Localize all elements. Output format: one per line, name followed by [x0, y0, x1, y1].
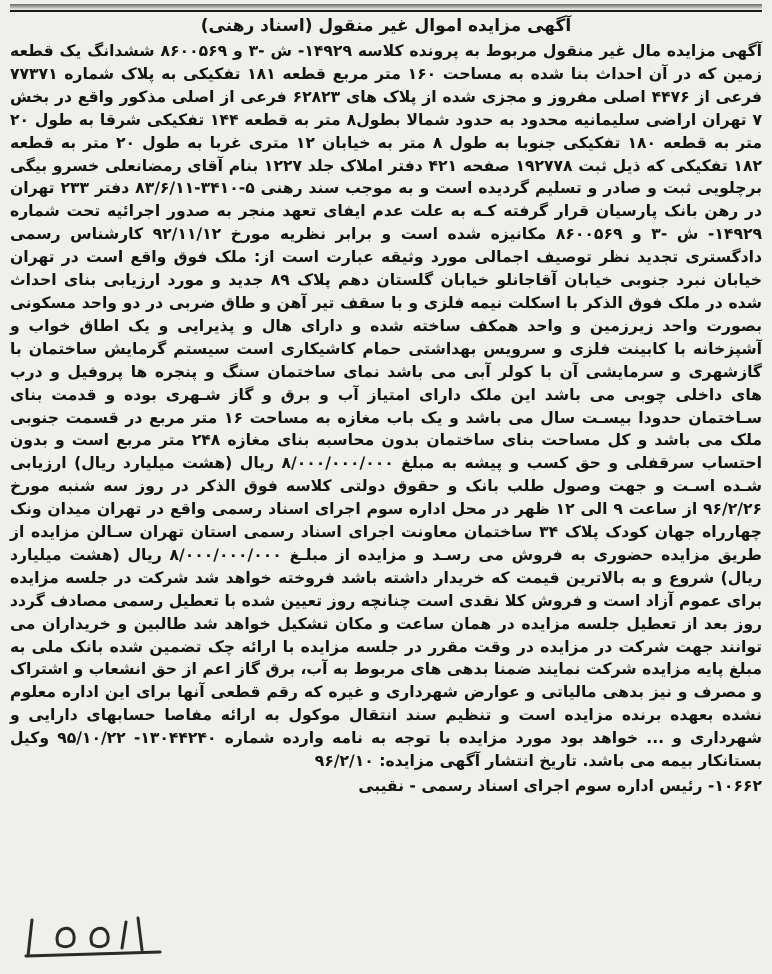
cropped-top-border [10, 4, 762, 12]
notice-body: آگهی مزایده مال غیر منقول مربوط به پرونده کلاسه ۱۴۹۲۹- ش -۳ و ۸۶۰۰۵۶۹ ششدانگ یک قطعه زمین که در آن احداث بنا شده به مساحت ۱۶۰ متر مربع قطعه ۱۸۱ تفکیکی به پلاک شماره ۷۷۳۷۱ فرعی از ۴۴۷۶ اصلی مفروز و مجزی شده از پلاک های ۶۲۸۲۳ فرعی از اصلی مذکور واقع در بخش ۷ تهران اراضی سلیمانیه محدود به حدود شمالا بطول۸ متر به قطعه ۱۴۴ تفکیکی شرقا به طول ۲۰ متر به قطعه ۱۸۰ تفکیکی جنوبا به طول ۸ متر به خیابان ۱۲ متری غربا به طول ۲۰ متر به قطعه ۱۸۲ تفکیکی که ذیل ثبت ۱۹۲۷۷۸ صفحه ۴۲۱ دفتر املاک جلد ۱۲۲۷ بنام آقای رمضانعلی خسرو بیگی برچلویی ثبت و صادر و تسلیم گردیده است و به موجب سند رهنی ۵-۳۴۱۰-۸۳/۶/۱۱ دفتر ۲۳۳ تهران در رهن بانک پارسیان قرار گرفته کـه به علت عدم ایفای تعهد منجر به صدور اجرائیه تحت شماره ۱۴۹۲۹- ش -۳ و ۸۶۰۰۵۶۹ مکانیزه شده است و برابر نظریه مورخ ۹۲/۱۱/۱۲ کارشناس رسمی دادگستری تجدید نظر توصیف اجمالی مورد وثیقه عبارت است از: ملک فوق واقع است در تهران خیابان نبرد جنوبی خیابان آقاجانلو خیابان گلستان دهم پلاک ۸۹ جدید و مورد ارزیابی بنای احداث شده در ملک فوق الذکر با اسکلت نیمه فلزی و با سقف تیر آهن و طاق ضربی در دو واحد مسکونی بصورت واحد زیرزمین و واحد همکف ساخته شده و دارای هال و پذیرایی و یک اطاق خواب و آشپزخانه با کابینت فلزی و سرویس بهداشتی حمام کاشیکاری است سیستم گرمایش ساختمان با گازشهری و سرمایشی آن با کولر آبی می باشد نمای ساختمان سنگ و پنجره ها پروفیل و درب های داخلی چوبی می باشد این ملک دارای امتیاز آب و برق و گاز شـهری بوده و قدمت بنای سـاختمان حدودا بیسـت سال می باشد و یک باب مغازه به مساحت ۱۶ متر مربع در قسمت جنوبی ملک می باشد و کل مساحت بنای ساختمان بدون محاسبه بنای مغازه ۲۴۸ متر مربع است و بدون احتساب سرقفلی و حق کسب و پیشه به مبلغ ۸/۰۰۰/۰۰۰/۰۰۰ ریال (هشت میلیارد ریال) ارزیابی شـده اسـت و جهت وصول طلب بانک و حقوق دولتی کلاسه فوق الذکر در روز سه شنبه مورخ ۹۶/۲/۲۶ از ساعت ۹ الی ۱۲ ظهر در محل اداره سوم اجرای اسناد رسمی واقع در تهران میدان ونک چهارراه جهان کودک پلاک ۳۴ ساختمان معاونت اجرای اسناد رسمی استان تهران سـالن مزایده از طریق مزایده حضوری به فروش می رسـد و مزایده از مبلـغ ۸/۰۰۰/۰۰۰/۰۰۰ ریال (هشت میلیارد ریال) شروع و به بالاترین قیمت که خریدار داشته باشد فروخته خواهد شد شرکت در جلسه مزایده برای عموم آزاد است و فروش کلا نقدی است چنانچه روز تعیین شده با تعطیل رسمی مصادف گردد روز بعد از تعطیل جلسه مزایده در همان ساعت و مکان تشکیل خواهد شد طالبین و خریداران می توانند جهت شرکت در مزایده در وقت مقرر در جلسه مزایده با ارائه چک تضمین شده بانک ملی به مبلغ پایه مزایده شرکت نمایند ضمنا بدهی های مربوط به آب، برق گاز اعم از حق انشعاب و اشتراک و مصرف و نیز بدهی مالیاتی و عوارض شهرداری و غیره که رقم قطعی آنها برای این اداره معلوم نشده بعهده برنده مزایده است و تنظیم سند انتقال موکول به ارائه مفاصا حسابهای دارایی و شهرداری و ... خواهد بود مورد مزایده با توجه به نامه وارده شماره ۱۳۰۴۴۲۴۰- ۹۵/۱۰/۲۲ وکیل بستانکار بیمه می باشد. تاریخ انتشار آگهی مزایده: ۹۶/۲/۱۰ [10, 42, 763, 771]
handwritten-number-drawing [18, 912, 168, 966]
notice-signature: ۱۰۶۶۲- رئیس اداره سوم اجرای اسناد رسمی - نقیبی [358, 777, 762, 795]
handwritten-mark [18, 912, 168, 966]
notice-title: آگهی مزایده اموال غیر منقول (اسناد رهنی) [200, 16, 572, 36]
